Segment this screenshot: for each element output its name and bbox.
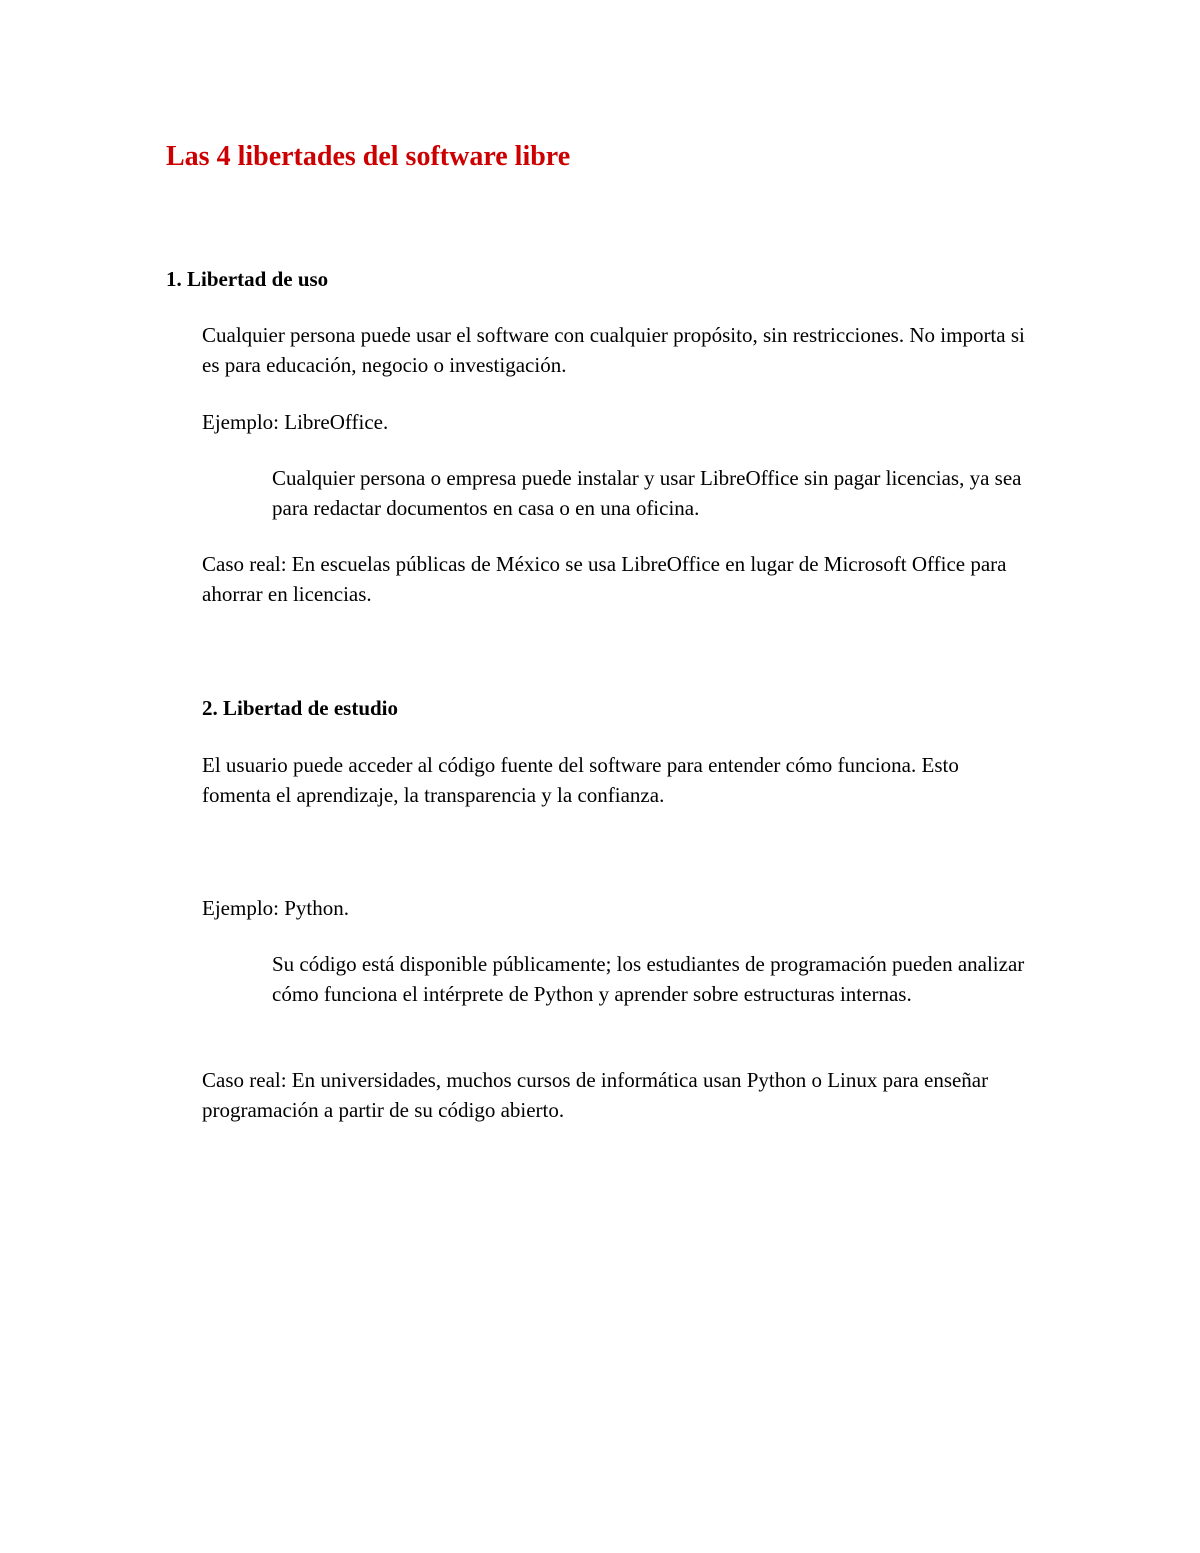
document-title: Las 4 libertades del software libre (166, 141, 571, 172)
section-2-description: El usuario puede acceder al código fuente del software para entender cómo funciona. Esto fomenta el aprendizaje, la transparencia y la confianza. (202, 753, 959, 807)
section-heading-libertad-de-estudio: 2. Libertad de estudio (202, 696, 399, 720)
section-1-real-case: Caso real: En escuelas públicas de México se usa LibreOffice en lugar de Microsoft Office para ahorrar en licencias. (202, 552, 1007, 606)
section-2-example-label: Ejemplo: Python. (202, 896, 349, 920)
section-heading-libertad-de-uso: 1. Libertad de uso (166, 267, 329, 291)
section-1-description: Cualquier persona puede usar el software con cualquier propósito, sin restricciones. No importa si es para educación, negocio o investigación. (202, 323, 1025, 377)
section-2-example-detail: Su código está disponible públicamente; los estudiantes de programación pueden analizar cómo funciona el intérprete de Python y aprender sobre estructuras internas. (272, 952, 1025, 1006)
section-2-real-case: Caso real: En universidades, muchos cursos de informática usan Python o Linux para enseñar programación a partir de su código abierto. (202, 1068, 989, 1122)
section-1-example-label: Ejemplo: LibreOffice. (202, 410, 389, 434)
section-1-example-detail: Cualquier persona o empresa puede instalar y usar LibreOffice sin pagar licencias, ya sea para redactar documentos en casa o en una oficina. (272, 466, 1022, 520)
